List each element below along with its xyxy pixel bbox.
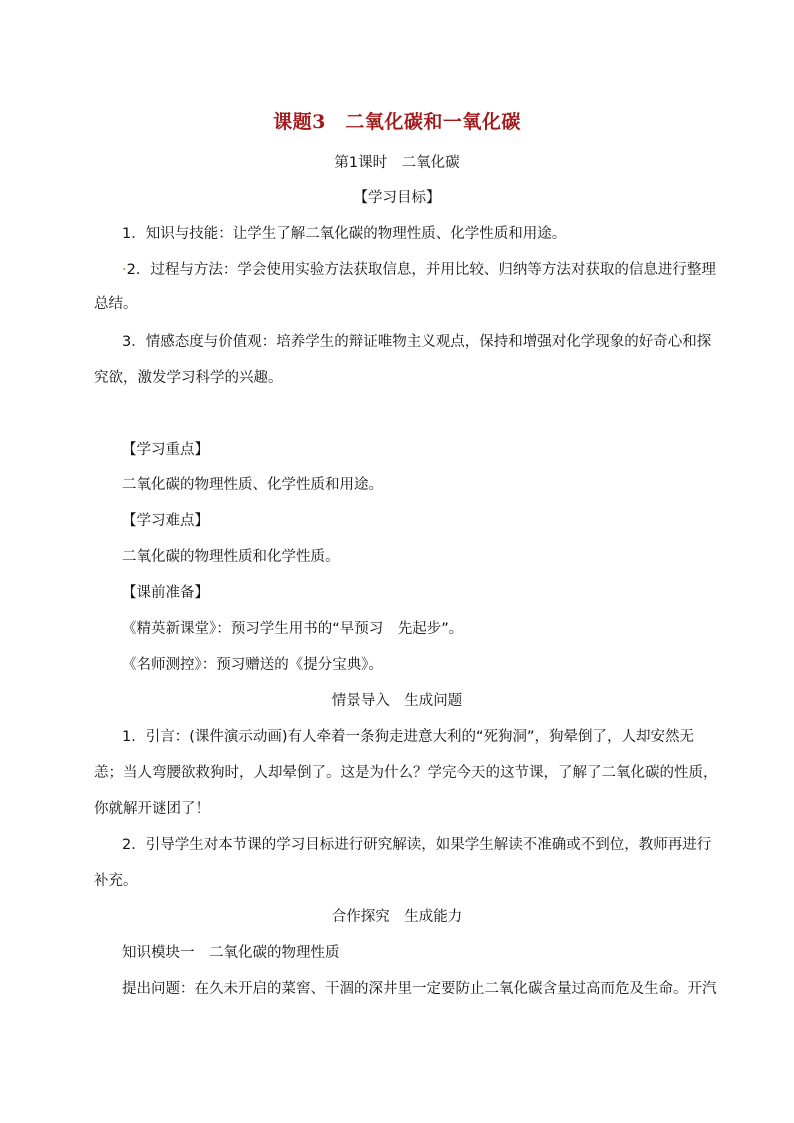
goal-3-line-2: 究欲，激发学习科学的兴趣。 (94, 370, 283, 386)
document-title: 课题3 二氧化碳和一氧化碳 (273, 111, 521, 133)
prep-item-2: 《名师测控》：预习赠送的《提分宝典》。 (122, 657, 383, 673)
goal-1: 1．知识与技能：让学生了解二氧化碳的物理性质、化学性质和用途。 (122, 226, 567, 242)
key-points-text: 二氧化碳的物理性质、化学性质和用途。 (122, 477, 383, 493)
difficulty-text: 二氧化碳的物理性质和化学性质。 (122, 549, 340, 565)
margin-mark: · (122, 262, 127, 278)
goal-2-line-1: ·2．过程与方法：学会使用实验方法获取信息，并用比较、归纳等方法对获取的信息进行整理 (122, 262, 716, 278)
goal-3-line-1: 3．情感态度与价值观：培养学生的辩证唯物主义观点，保持和增强对化学现象的好奇心和探 (122, 334, 712, 350)
heading-cooperation: 合作探究 生成能力 (331, 909, 463, 925)
intro-1-line-1: 1．引言：(课件演示动画)有人牵着一条狗走进意大利的“死狗洞”，狗晕倒了，人却安然无 (122, 729, 695, 745)
section-heading-goals: 【学习目标】 (353, 190, 441, 206)
section-heading-key: 【学习重点】 (122, 442, 209, 458)
heading-intro: 情景导入 生成问题 (331, 693, 463, 709)
intro-2-line-2: 补充。 (94, 873, 138, 889)
intro-1-line-3: 你就解开谜团了！ (94, 801, 210, 817)
section-heading-prep: 【课前准备】 (122, 585, 209, 601)
knowledge-module-1: 知识模块一 二氧化碳的物理性质 (122, 945, 340, 961)
question-line-1: 提出问题：在久未开启的菜窖、干涸的深井里一定要防止二氧化碳含量过高而危及生命。开汽 (122, 981, 717, 997)
lesson-subtitle: 第1课时 二氧化碳 (334, 155, 460, 171)
intro-2-line-1: 2．引导学生对本节课的学习目标进行研究解读，如果学生解读不准确或不到位，教师再进行 (122, 837, 712, 853)
section-heading-difficulty: 【学习难点】 (122, 513, 209, 529)
intro-1-line-2: 恙；当人弯腰欲救狗时，人却晕倒了。这是为什么？学完今天的这节课，了解了二氧化碳的性质， (94, 765, 718, 781)
prep-item-1: 《精英新课堂》：预习学生用书的“早预习 先起步”。 (122, 621, 464, 637)
goal-2-line-2: 总结。 (94, 296, 138, 312)
